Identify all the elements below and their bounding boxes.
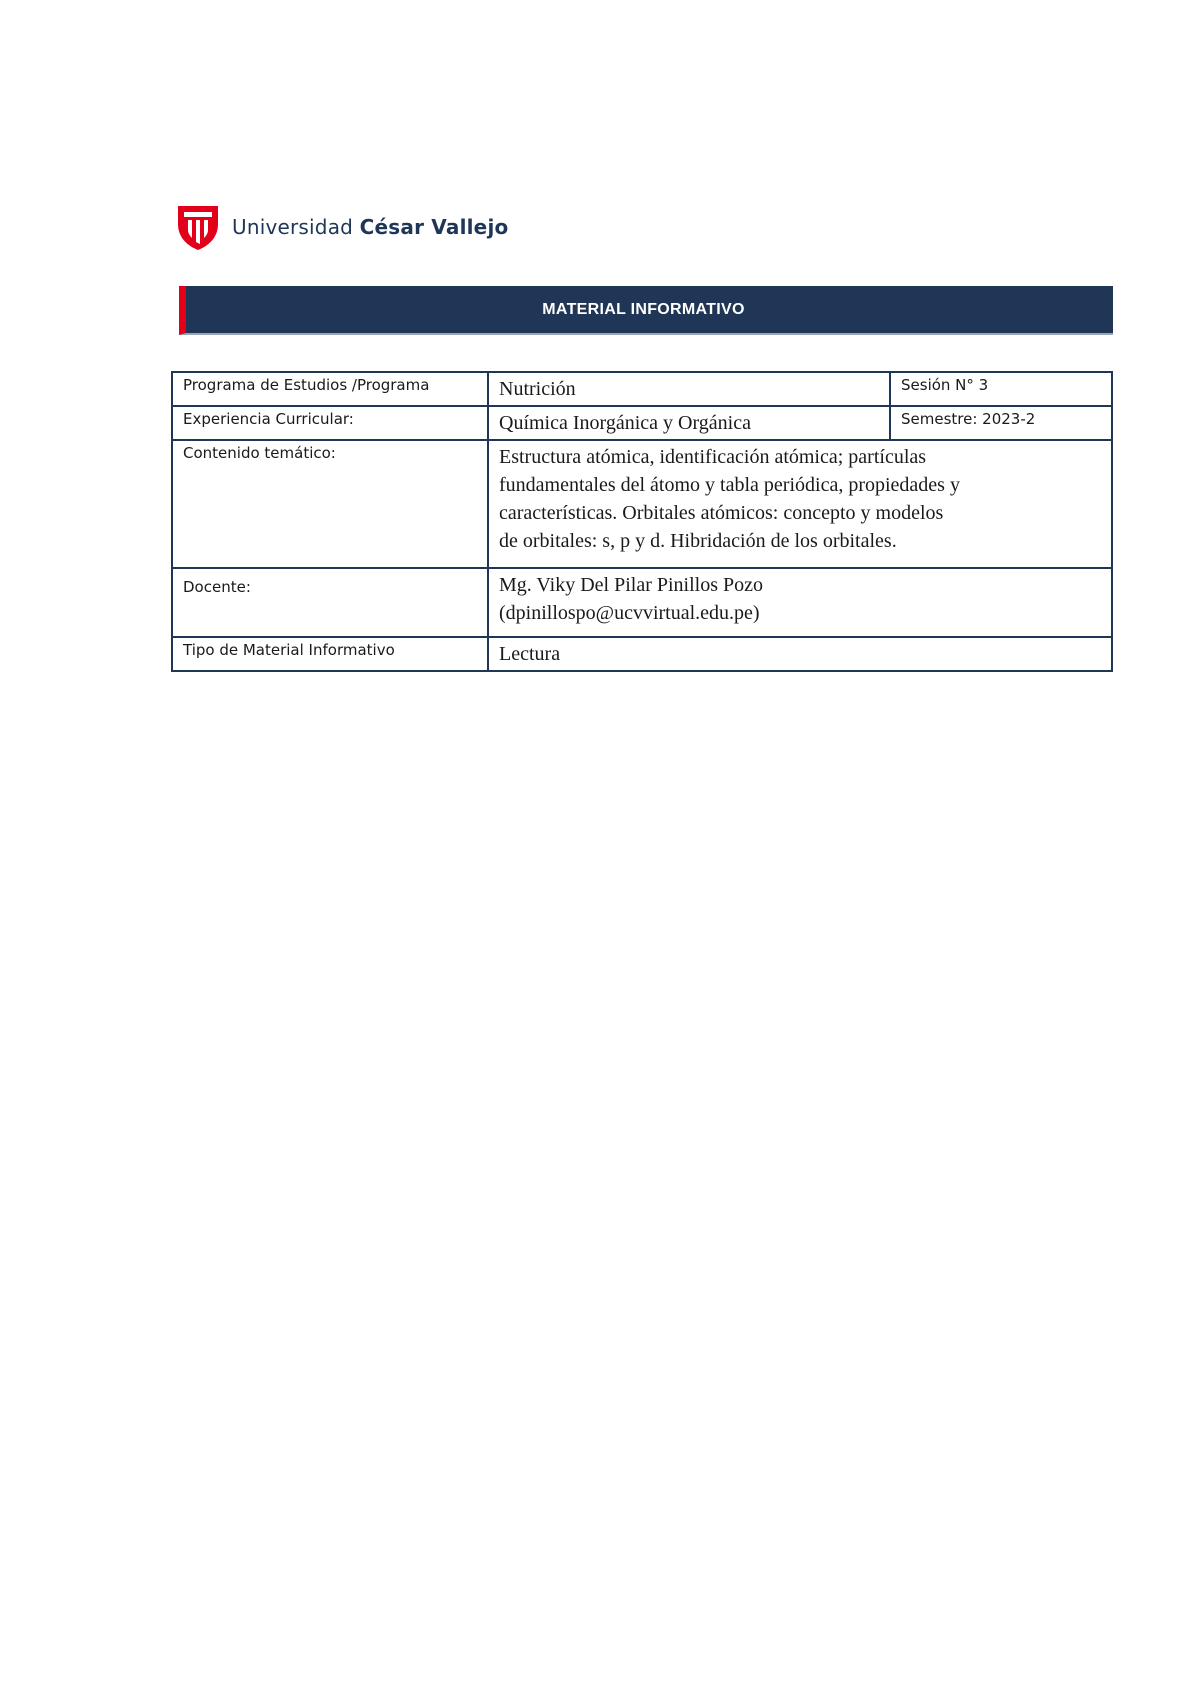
teacher-email: (dpinillospo@ucvvirtual.edu.pe) xyxy=(499,602,760,624)
material-type-label: Tipo de Material Informativo xyxy=(183,641,395,659)
material-banner xyxy=(179,286,1113,335)
material-type-value: Lectura xyxy=(499,643,561,665)
content-line-2: fundamentales del átomo y tabla periódica, propiedades y xyxy=(499,474,960,496)
content-line-3: características. Orbitales atómicos: concepto y modelos xyxy=(499,502,944,524)
semester-cell xyxy=(890,406,1112,440)
course-value-cell xyxy=(488,406,890,440)
session-number: Sesión N° 3 xyxy=(901,376,989,394)
table-row-material-type xyxy=(172,637,1112,671)
table-row-course xyxy=(172,406,1112,440)
table-row-content xyxy=(172,440,1112,568)
content-value-cell xyxy=(488,440,1112,568)
program-label-cell xyxy=(172,372,488,406)
teacher-value-cell xyxy=(488,568,1112,637)
content-label-cell xyxy=(172,440,488,568)
material-type-value-cell xyxy=(488,637,1112,671)
course-value: Química Inorgánica y Orgánica xyxy=(499,412,751,434)
semester: Semestre: 2023-2 xyxy=(901,410,1036,428)
program-label: Programa de Estudios /Programa xyxy=(183,376,430,394)
teacher-name: Mg. Viky Del Pilar Pinillos Pozo xyxy=(499,574,764,596)
course-label-cell xyxy=(172,406,488,440)
material-type-label-cell xyxy=(172,637,488,671)
course-label: Experiencia Curricular: xyxy=(183,410,354,428)
university-logo xyxy=(178,203,508,251)
ucv-shield-icon xyxy=(178,204,218,250)
table-row-program xyxy=(172,372,1112,406)
course-info-table xyxy=(171,371,1113,672)
university-name xyxy=(232,215,508,239)
content-label: Contenido temático: xyxy=(183,444,336,462)
program-value-cell xyxy=(488,372,890,406)
content-line-4: de orbitales: s, p y d. Hibridación de los orbitales. xyxy=(499,530,897,552)
table-row-teacher xyxy=(172,568,1112,637)
banner-title: MATERIAL INFORMATIVO xyxy=(542,300,745,318)
teacher-label-cell xyxy=(172,568,488,637)
session-cell xyxy=(890,372,1112,406)
content-line-1: Estructura atómica, identificación atómica; partículas xyxy=(499,446,927,468)
program-value: Nutrición xyxy=(499,378,576,400)
university-name-regular: Universidad xyxy=(232,215,360,239)
university-name-bold: César Vallejo xyxy=(359,215,509,239)
teacher-label: Docente: xyxy=(183,578,251,596)
